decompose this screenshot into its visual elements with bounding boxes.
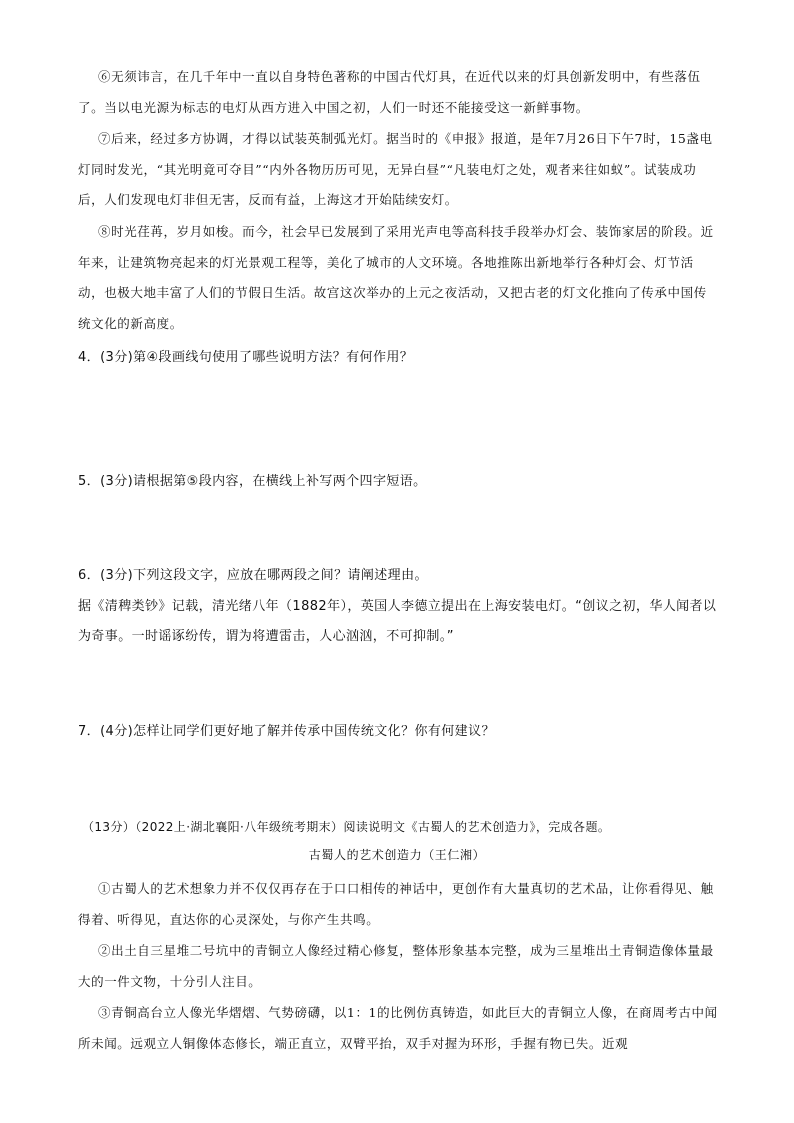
passage-2-title: 古蜀人的艺术创造力（王仁湘） bbox=[308, 848, 486, 862]
passage-2-paragraph-2: ②出土自三星堆二号坑中的青铜立人像经过精心修复，整体形象基本完整，成为三星堆出土青铜造像体量最大的一件文物，十分引人注目。 bbox=[78, 943, 714, 989]
question-4: 4．(3分)第④段画线句使用了哪些说明方法？有何作用？ bbox=[78, 350, 414, 365]
passage-paragraph-7: ⑦后来，经过多方协调，才得以试装英制弧光灯。据当时的《申报》报道，是年7月26日下午7时，15盏电灯同时发光，“其光明竟可夺目”“内外各物历历可见，无异白昼”“凡装电灯之处，观者来往如蚁”。试装成功后，人们发现电灯非但无害，反而有益，上海这才开始陆续安灯。 bbox=[78, 131, 713, 207]
question-6-quote: 据《清稗类钞》记载，清光绪八年（1882年），英国人李德立提出在上海安装电灯。“创议之初，华人闻者以为奇事。一时谣诼纷传，谓为将遭雷击，人心汹汹，不可抑制。” bbox=[78, 599, 717, 644]
question-7: 7．(4分)怎样让同学们更好地了解并传承中国传统文化？你有何建议？ bbox=[78, 724, 495, 739]
question-6: 6．(3分)下列这段文字，应放在哪两段之间？请阐述理由。 bbox=[78, 568, 428, 583]
passage-2-intro: （13分）（2022上·湖北襄阳·八年级统考期末）阅读说明文《古蜀人的艺术创造力》，完成各题。 bbox=[82, 820, 611, 834]
passage-2-paragraph-3: ③青铜高台立人像光华熠熠、气势磅礴，以1：1的比例仿真铸造，如此巨大的青铜立人像，在商周考古中闻所未闻。远观立人铜像体态修长，端正直立，双臂平抬，双手对握为环形，手握有物已失。近观 bbox=[78, 1005, 718, 1051]
passage-2-paragraph-1: ①古蜀人的艺术想象力并不仅仅再存在于口口相传的神话中，更创作有大量真切的艺术品，让你看得见、触得着、听得见，直达你的心灵深处，与你产生共鸣。 bbox=[78, 881, 714, 927]
passage-paragraph-6: ⑥无须讳言，在几千年中一直以自身特色著称的中国古代灯具，在近代以来的灯具创新发明中，有些落伍了。当以电光源为标志的电灯从西方进入中国之初，人们一时还不能接受这一新鲜事物。 bbox=[78, 69, 701, 115]
question-5: 5．(3分)请根据第⑤段内容，在横线上补写两个四字短语。 bbox=[78, 474, 427, 489]
passage-paragraph-8: ⑧时光荏苒，岁月如梭。而今，社会早已发展到了采用光声电等高科技手段举办灯会、装饰家居的阶段。近年来，让建筑物亮起来的灯光景观工程等，美化了城市的人文环境。各地推陈出新地举行各种灯会、灯节活动，也极大地丰富了人们的节假日生活。故宫这次举办的上元之夜活动，又把古老的灯文化推向了传承中国传统文化的新高度。 bbox=[78, 224, 714, 331]
